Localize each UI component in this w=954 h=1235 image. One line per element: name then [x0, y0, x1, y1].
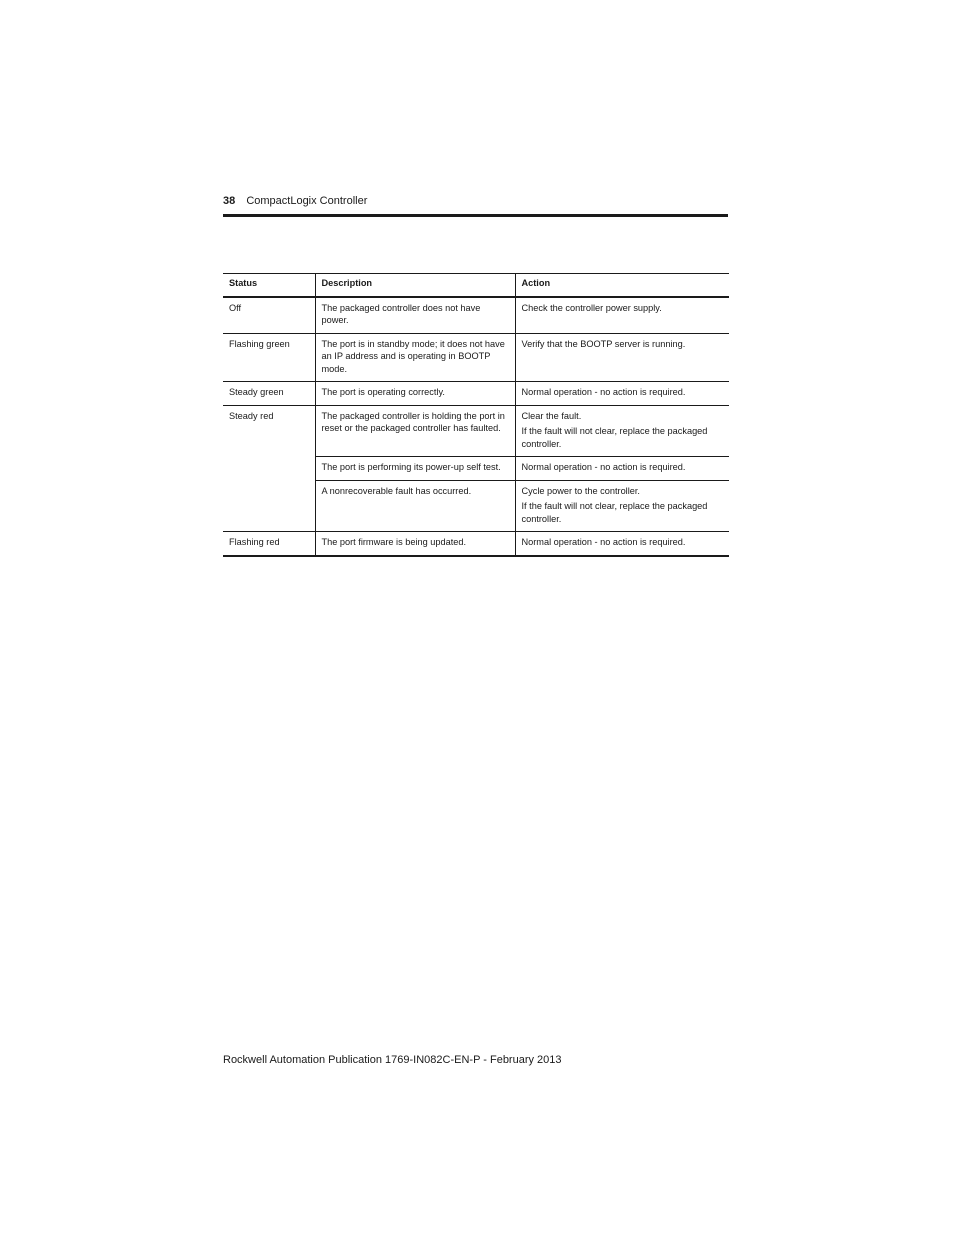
- action-text: Check the controller power supply.: [521, 302, 662, 313]
- action-cell: [515, 382, 729, 406]
- description-cell: The port firmware is being updated.: [315, 532, 515, 556]
- table-row: [223, 405, 729, 457]
- action-cell: [515, 333, 729, 382]
- description-cell: A nonrecoverable fault has occurred.: [315, 480, 515, 532]
- status-indicator-table: [223, 273, 729, 557]
- action-text: If the fault will not clear, replace the packaged controller.: [521, 426, 708, 449]
- running-title: CompactLogix Controller: [246, 195, 368, 207]
- page-number: 38: [223, 195, 236, 207]
- description-cell: The packaged controller is holding the port in reset or the packaged controller has faulted.: [315, 405, 515, 457]
- header-rule: [223, 214, 728, 217]
- action-cell: [515, 405, 729, 457]
- description-cell: The port is operating correctly.: [315, 382, 515, 406]
- status-cell: Off: [223, 297, 315, 334]
- action-text: Normal operation - no action is required.: [521, 387, 686, 397]
- action-text: If the fault will not clear, replace the packaged controller.: [521, 501, 708, 524]
- column-header-status: Status: [223, 274, 315, 297]
- table-header-row: [223, 274, 729, 297]
- action-text: Normal operation - no action is required.: [521, 462, 686, 472]
- action-cell: [515, 297, 729, 334]
- table-row: [223, 333, 729, 382]
- action-text: Clear the fault.: [521, 410, 582, 421]
- status-cell: Flashing green: [223, 333, 315, 382]
- description-cell: The port is performing its power-up self test.: [315, 457, 515, 481]
- column-header-description: Description: [315, 274, 515, 297]
- table-row: [223, 382, 729, 406]
- column-header-action: Action: [515, 274, 729, 297]
- action-cell: [515, 480, 729, 532]
- action-text: Cycle power to the controller.: [521, 485, 640, 496]
- action-text: Verify that the BOOTP server is running.: [521, 338, 686, 349]
- action-text: Normal operation - no action is required.: [521, 537, 686, 547]
- status-cell: Steady red: [223, 405, 315, 532]
- table-row: [223, 532, 729, 556]
- page-header: [223, 192, 728, 210]
- description-cell: The port is in standby mode; it does not have an IP address and is operating in BOOTP mode.: [315, 333, 515, 382]
- publication-footer: Rockwell Automation Publication 1769-IN082C-EN-P - February 2013: [223, 1054, 562, 1066]
- action-cell: [515, 457, 729, 481]
- table-row: [223, 297, 729, 334]
- action-cell: [515, 532, 729, 556]
- description-cell: The packaged controller does not have power.: [315, 297, 515, 334]
- status-cell: Steady green: [223, 382, 315, 406]
- status-cell: Flashing red: [223, 532, 315, 556]
